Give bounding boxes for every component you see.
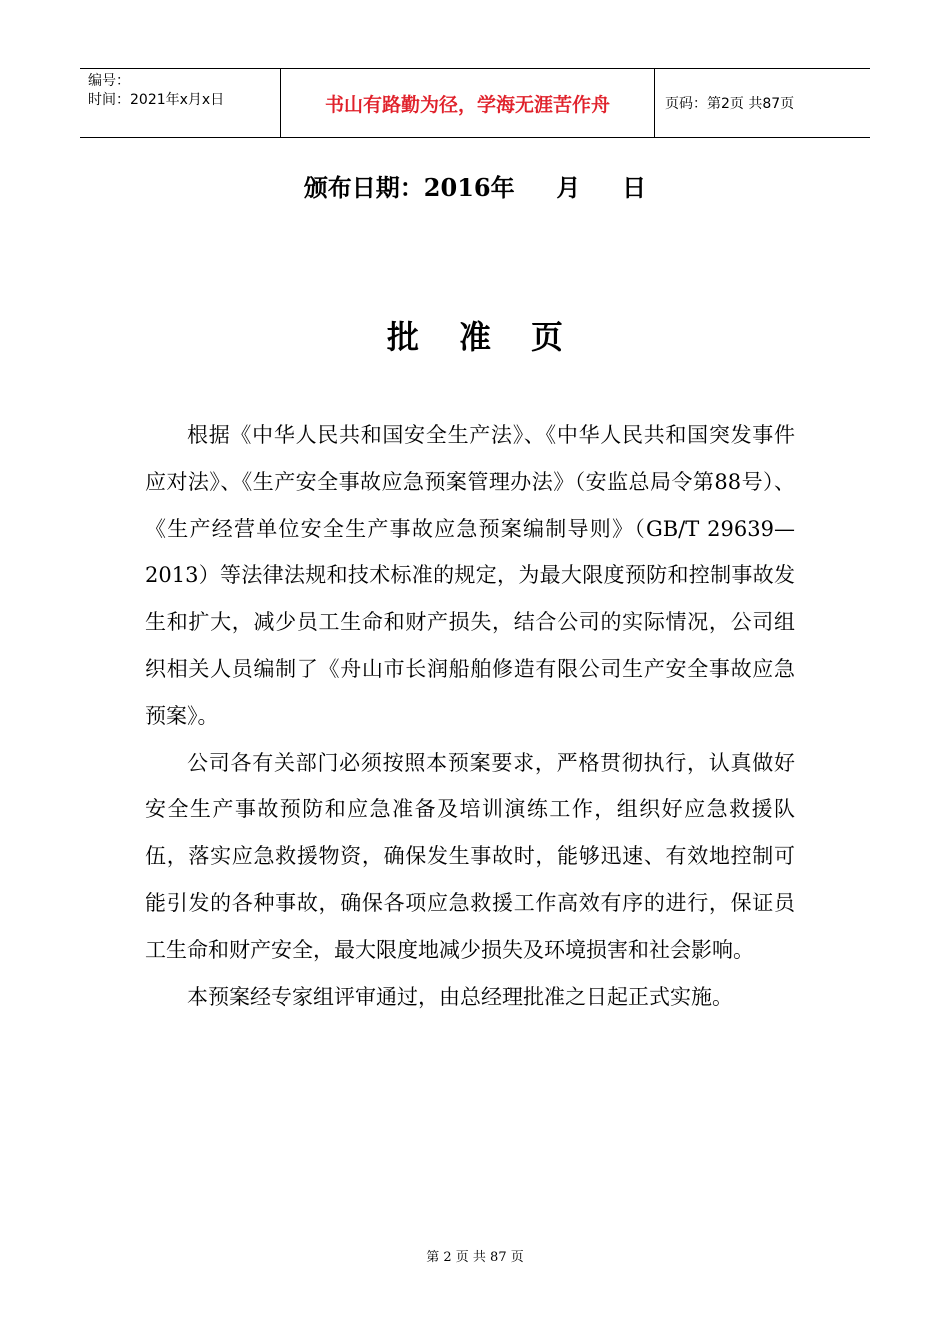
- paragraph-1: 根据《中华人民共和国安全生产法》、《中华人民共和国突发事件应对法》、《生产安全事故应急预案管理办法》（安监总局令第88号）、《生产经营单位安全生产事故应急预案编制导则》（GB/T 29639—2013）等法律法规和技术标准的规定，为最大限度预防和控制事故发生和扩大，减少员工生命和财产损失，结合公司的实际情况，公司组织相关人员编制了《舟山市长润船舶修造有限公司生产安全事故应急预案》。: [145, 423, 795, 728]
- approval-body: [145, 412, 795, 1020]
- paragraph-3: 本预案经专家组评审通过，由总经理批准之日起正式实施。: [187, 984, 733, 1009]
- page-footer: [0, 1246, 950, 1265]
- issue-date-text: 颁布日期：2016年 月 日: [303, 173, 647, 202]
- document-number-label: 编号：: [88, 73, 130, 89]
- header-meta: [80, 69, 281, 137]
- paragraph-2: 公司各有关部门必须按照本预案要求，严格贯彻执行，认真做好安全生产事故预防和应急准备及培训演练工作，组织好应急救援队伍，落实应急救援物资，确保发生事故时，能够迅速、有效地控制可能引发的各种事故，确保各项应急救援工作高效有序的进行，保证员工生命和财产安全，最大限度地减少损失及环境损害和社会影响。: [145, 750, 795, 962]
- footer-page-number: 第 2 页 共 87 页: [426, 1250, 524, 1265]
- page-header: [80, 68, 870, 138]
- header-motto: 书山有路勤为径，学海无涯苦作舟: [281, 69, 655, 137]
- document-time-label: 时间：2021年x月x日: [88, 92, 225, 108]
- issue-date: [0, 168, 950, 203]
- header-page-info: 页码：第2页 共87页: [665, 96, 795, 112]
- page-title: 批准页: [386, 318, 603, 356]
